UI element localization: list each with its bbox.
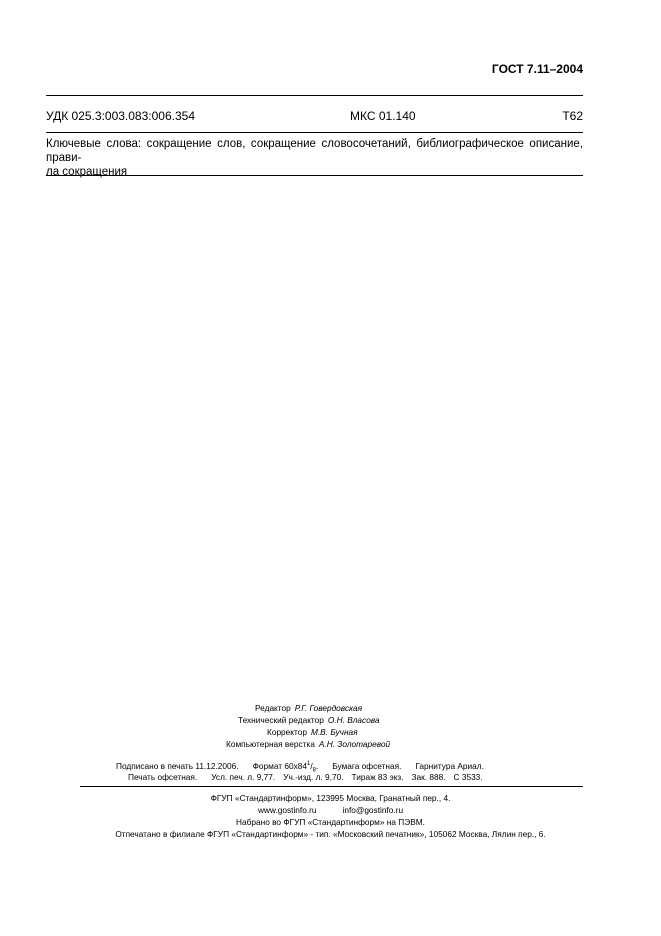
print-info-line-2 — [128, 772, 483, 782]
publisher-contacts — [0, 805, 661, 815]
edit-sheets: Уч.-изд. л. 9,70. — [283, 772, 344, 782]
staff-editor — [255, 703, 362, 713]
editor-role: Редактор — [255, 703, 291, 713]
website-link[interactable]: www.gostinfo.ru — [257, 805, 317, 815]
layout-name: А.Н. Золотаревой — [318, 739, 391, 749]
keywords-line-2: ла сокращения — [46, 166, 128, 178]
tech-editor-role: Технический редактор — [238, 715, 324, 725]
corrector-role: Корректор — [267, 727, 307, 737]
udk-code: УДК 025.3:003.083:006.354 — [46, 109, 195, 123]
format-fraction-numerator: 1 — [306, 761, 311, 768]
tech-editor-name: О.Н. Власова — [327, 715, 380, 725]
staff-layout — [226, 739, 390, 749]
format-suffix: . — [315, 761, 319, 771]
category-code: Т62 — [562, 109, 583, 123]
paper-type: Бумага офсетная. — [332, 761, 402, 771]
format-prefix: Формат 60х84 — [252, 761, 307, 771]
classification-divider — [46, 132, 583, 133]
document-number: ГОСТ 7.11–2004 — [491, 62, 583, 76]
classification-row — [46, 109, 583, 123]
publisher-address: ФГУП «Стандартинформ», 123995 Москва, Гранатный пер., 4. — [210, 793, 451, 803]
c-number: С 3533. — [453, 772, 483, 782]
email-link[interactable]: info@gostinfo.ru — [342, 805, 404, 815]
editor-name: Р.Г. Говердовская — [294, 703, 363, 713]
staff-corrector — [267, 727, 358, 737]
publisher-divider — [80, 786, 583, 787]
printing-type: Печать офсетная. — [128, 772, 198, 782]
typeset-note: Набрано во ФГУП «Стандартинформ» на ПЭВМ. — [236, 817, 425, 827]
top-divider — [46, 95, 583, 96]
corrector-name: М.В. Бучная — [310, 727, 358, 737]
printed-sheets: Усл. печ. л. 9,77. — [211, 772, 276, 782]
circulation: Тираж 83 экз. — [351, 772, 404, 782]
layout-role: Компьютерная верстка — [226, 739, 315, 749]
keywords-divider — [46, 175, 583, 176]
keywords-line-1: Ключевые слова: сокращение слов, сокращение словосочетаний, библиографическое описание, прави- — [46, 138, 583, 164]
printed-note: Отпечатано в филиале ФГУП «Стандартинформ» - тип. «Московский печатник», 105062 Москва, Лялин пер., 6. — [115, 829, 546, 839]
typeface: Гарнитура Ариал. — [415, 761, 484, 771]
keywords-paragraph — [46, 137, 583, 179]
signed-date: Подписано в печать 11.12.2006. — [116, 761, 239, 771]
order-number: Зак. 888. — [411, 772, 446, 782]
staff-technical-editor — [238, 715, 380, 725]
mks-code: МКС 01.140 — [350, 109, 416, 123]
format-fraction-denominator: 8 — [312, 767, 316, 774]
print-info-line-1: Подписано в печать 11.12.2006. Формат $60х84^1/_8$. Бумага офсетная. Гарнитура Ариал. — [116, 761, 484, 774]
